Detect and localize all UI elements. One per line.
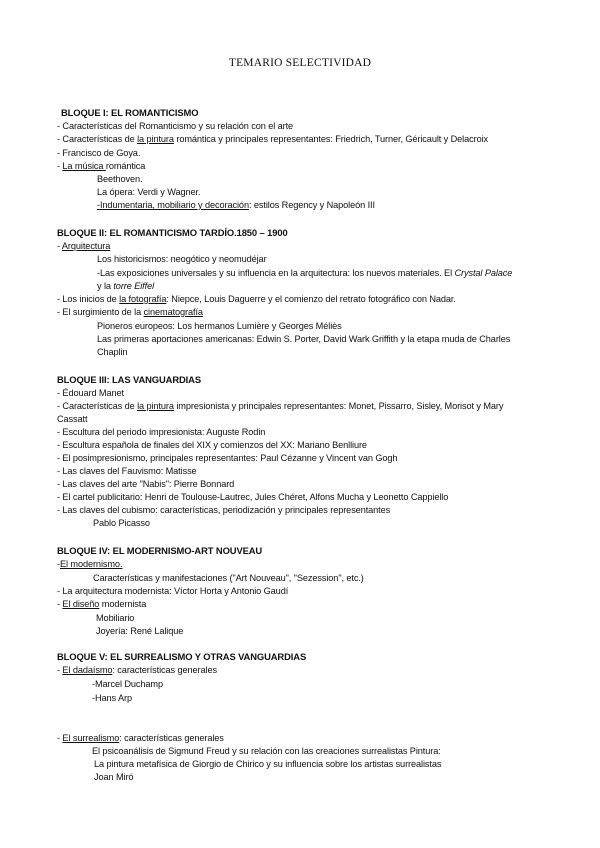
block-2-line: Los historicismos: neogótico y neomudéjar <box>97 254 267 264</box>
block-5-line: Joan Miró <box>94 772 134 782</box>
block-1-line: - Francisco de Goya. <box>57 148 141 158</box>
block-2-line: - Los inicios de la fotografía: Niepce, Louis Daguerre y el comienzo del retrato fotográfico con Nadar. <box>57 294 456 304</box>
block-1-line: - Características de la pintura romántica y principales representantes: Friedrich, Turner, Géricault y Delacroix <box>57 134 489 144</box>
block-3-line: - Características de la pintura impresionista y principales representantes: Monet, Pissarro, Sisley, Morisot y Mary <box>57 401 504 411</box>
page-title: TEMARIO SELECTIVIDAD <box>228 57 372 69</box>
block-5-line: La pintura metafísica de Giorgio de Chirico y su influencia sobre los artistas surrealistas <box>94 759 442 769</box>
block-2-line: y la torre Eiffel <box>97 281 155 291</box>
block-4-line: - El diseño modernista <box>57 599 147 609</box>
block-1-line: -Indumentaria, mobiliario y decoración: estilos Regency y Napoleón III <box>97 200 375 210</box>
block-4-line: - La arquitectura modernista: Víctor Horta y Antonio Gaudí <box>57 586 289 596</box>
block-5-line: - El surrealismo: características generales <box>57 733 224 743</box>
block-3-line: - Las claves del cubismo: características, periodización y principales representantes <box>57 505 391 515</box>
block-2-line: -Las exposiciones universales y su influencia en la arquitectura: los nuevos materiales. El Crystal Palace <box>97 268 513 278</box>
block-3-line: Cassatt <box>57 414 88 424</box>
block-4-line: -El modernismo. <box>57 559 123 569</box>
block-5-line: -Hans Arp <box>92 693 132 703</box>
block-3-line: - El posimpresionismo, principales representantes: Paul Cézanne y Vincent van Gogh <box>57 453 398 463</box>
block-4-line: Mobiliario <box>96 613 135 623</box>
block-5-heading: BLOQUE V: EL SURREALISMO Y OTRAS VANGUARDIAS <box>57 651 307 662</box>
block-3-line: - Escultura del periodo impresionista: Auguste Rodin <box>57 427 266 437</box>
block-3-line: - Escultura española de finales del XIX y comienzos del XX: Mariano Benlliure <box>57 440 367 450</box>
block-2-line: - Arquitectura <box>57 241 111 251</box>
block-2-line: Las primeras aportaciones americanas: Edwin S. Porter, David Wark Griffith y la etapa muda de Charles <box>97 334 511 344</box>
block-4-line: Características y manifestaciones ("Art Nouveau", "Sezession", etc.) <box>93 573 364 583</box>
block-1-line: - La música romántica <box>57 161 146 171</box>
block-1-line: - Características del Romanticismo y su relación con el arte <box>57 121 294 131</box>
block-3-line: Pablo Picasso <box>93 518 150 528</box>
block-1-line: La ópera: Verdi y Wagner. <box>97 187 201 197</box>
block-3-line: - Las claves del arte "Nabis": Pierre Bonnard <box>57 479 235 489</box>
block-4-heading: BLOQUE IV: EL MODERNISMO-ART NOUVEAU <box>57 545 263 556</box>
block-3-line: - Las claves del Fauvismo: Matisse <box>57 466 197 476</box>
block-2-line: - El surgimiento de la cinematografía <box>57 307 203 317</box>
block-1-heading: BLOQUE I: EL ROMANTICISMO <box>61 107 199 118</box>
block-2-line: Chaplin <box>97 347 128 357</box>
block-3-line: - Édouard Manet <box>57 388 124 398</box>
block-5-line: -Marcel Duchamp <box>92 679 163 689</box>
block-3-line: - El cartel publicitario: Henri de Toulouse-Lautrec, Jules Chéret, Alfons Mucha y Leonetto Cappiello <box>57 492 449 502</box>
block-1-line: Beethoven. <box>97 174 143 184</box>
block-2-line: Pioneros europeos: Los hermanos Lumière y Georges Méliès <box>97 321 342 331</box>
block-5-line: El psicoanálisis de Sigmund Freud y su relación con las creaciones surrealistas Pintura: <box>92 746 441 756</box>
block-2-heading: BLOQUE II: EL ROMANTICISMO TARDÍO.1850 – 1900 <box>57 227 288 238</box>
block-5-line: - El dadaísmo: características generales <box>57 665 217 675</box>
block-3-heading: BLOQUE III: LAS VANGUARDIAS <box>57 374 202 385</box>
block-4-line: Joyería: René Lalique <box>96 626 184 636</box>
